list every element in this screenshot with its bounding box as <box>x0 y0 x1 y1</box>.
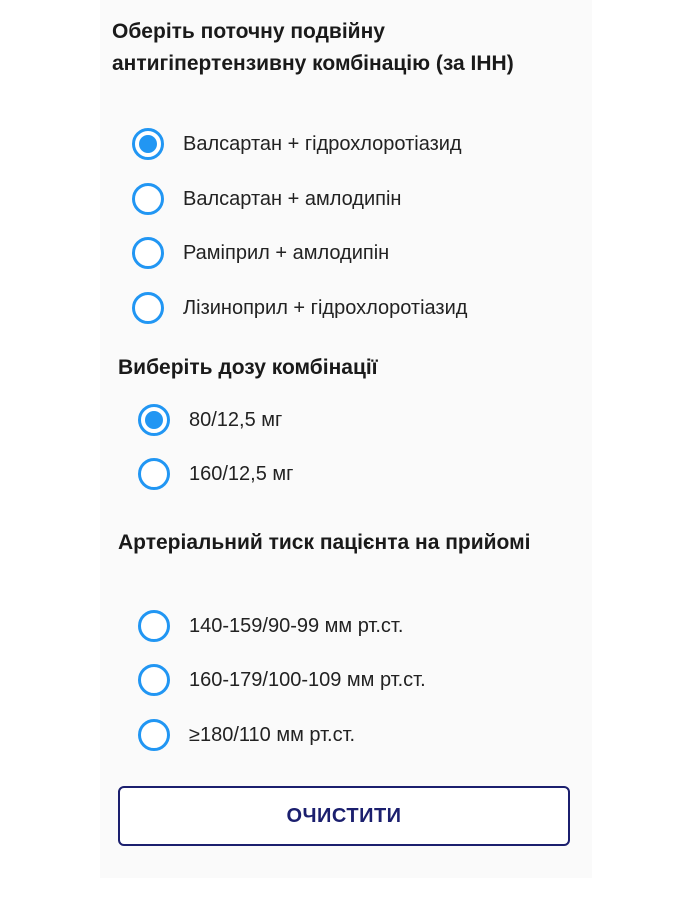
combination-option[interactable] <box>132 122 462 166</box>
pressure-option[interactable] <box>138 604 403 648</box>
combination-option[interactable] <box>132 177 401 221</box>
combination-option-label: Лізиноприл + гідрохлоротіазид <box>183 296 468 319</box>
pressure-section-title: Артеріальний тиск пацієнта на прийомі <box>118 531 531 554</box>
radio-button[interactable] <box>138 610 170 642</box>
pressure-option[interactable] <box>138 713 355 757</box>
combination-section-title: Оберіть поточну подвійну антигіпертензивну комбінацію (за ІНН) <box>112 20 514 75</box>
pressure-option-label: 160-179/100-109 мм рт.ст. <box>189 668 426 691</box>
radio-button[interactable] <box>132 237 164 269</box>
pressure-option[interactable] <box>138 658 426 702</box>
radio-button[interactable] <box>138 404 170 436</box>
radio-button[interactable] <box>132 128 164 160</box>
pressure-option-label: 140-159/90-99 мм рт.ст. <box>189 614 404 637</box>
radio-button[interactable] <box>138 719 170 751</box>
radio-button[interactable] <box>138 458 170 490</box>
pressure-option-label: ≥180/110 мм рт.ст. <box>189 723 356 746</box>
dose-section-title: Виберіть дозу комбінації <box>118 356 378 379</box>
radio-button[interactable] <box>132 292 164 324</box>
combination-option[interactable] <box>132 231 389 275</box>
combination-option-label: Валсартан + амлодипін <box>183 187 402 210</box>
combination-option[interactable] <box>132 286 467 330</box>
combination-option-label: Раміприл + амлодипін <box>183 241 390 264</box>
dose-option-label: 160/12,5 мг <box>189 462 294 485</box>
dose-option-label: 80/12,5 мг <box>189 408 283 431</box>
dose-option[interactable] <box>138 398 282 442</box>
radio-button[interactable] <box>138 664 170 696</box>
clear-button[interactable]: ОЧИСТИТИ <box>118 786 570 846</box>
combination-option-label: Валсартан + гідрохлоротіазид <box>183 132 462 155</box>
radio-button[interactable] <box>132 183 164 215</box>
dose-option[interactable] <box>138 452 293 496</box>
